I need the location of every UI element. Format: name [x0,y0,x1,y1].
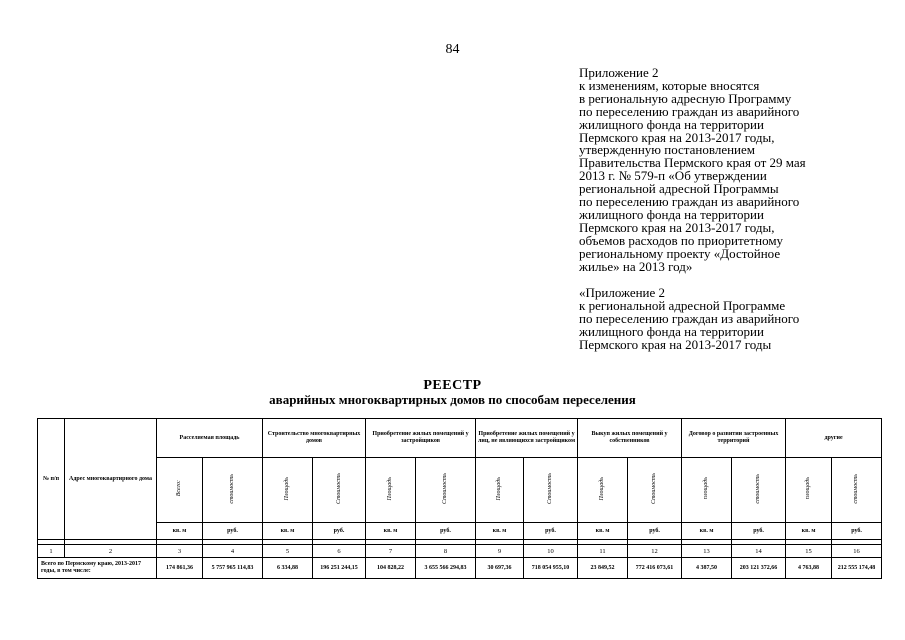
subheader-cell [786,458,832,523]
appendix-header-block [579,67,879,274]
column-number: 12 [628,545,682,558]
total-value: 772 416 073,61 [628,558,682,579]
subheader-cell [524,458,578,523]
subheader-cell [628,458,682,523]
registry-table [37,418,882,579]
subheader-cell [682,458,732,523]
subheader-cell [366,458,416,523]
column-number: 7 [366,545,416,558]
group-header: Приобретение жилых помещений у лиц, не являющихся застройщиком [476,419,578,458]
unit-cell: руб. [416,523,476,540]
group-header: Приобретение жилых помещений у застройщиков [366,419,476,458]
total-value: 203 121 372,66 [732,558,786,579]
column-number: 13 [682,545,732,558]
unit-cell: руб. [732,523,786,540]
appendix2-line: «Приложение 2 [579,285,666,300]
column-number: 14 [732,545,786,558]
total-value: 5 757 965 114,83 [203,558,263,579]
total-value: 212 555 174,48 [832,558,882,579]
group-header: Строительство многоквартирных домов [263,419,366,458]
column-number: 8 [416,545,476,558]
unit-cell: кв. м [786,523,832,540]
appendix-line: 2013 г. № 579-п «Об утверждении [579,168,767,184]
group-header: Договор о развитии застроенных территорий [682,419,786,458]
unit-cell: руб. [832,523,882,540]
subheader-cell [203,458,263,523]
total-value: 23 849,52 [578,558,628,579]
subheader-label: Площадь [284,476,290,501]
total-value: 4 387,50 [682,558,732,579]
subheader-cell [313,458,366,523]
column-number: 16 [832,545,882,558]
unit-cell: руб. [203,523,263,540]
subheader-label: площадь [703,477,710,500]
subheader-cell [157,458,203,523]
subheader-label: Стоимость [335,473,342,504]
group-header: другие [786,419,882,458]
appendix-line: Пермского края на 2013-2017 годы, [579,129,775,145]
subheader-cell [832,458,882,523]
column-number: 11 [578,545,628,558]
subheader-label: Всего: [176,480,182,497]
appendix-line: в региональную адресную Программу [579,90,792,106]
column-number: 6 [313,545,366,558]
table-subheader-row [38,458,882,523]
unit-cell: руб. [524,523,578,540]
unit-cell: кв. м [263,523,313,540]
subheader-cell [263,458,313,523]
total-value: 6 334,88 [263,558,313,579]
appendix-line: по переселению граждан из аварийного [579,103,800,119]
table-total-row [38,558,882,579]
total-value: 718 054 955,10 [524,558,578,579]
table-units-row [38,523,882,540]
appendix-line: Пермского края на 2013-2017 годы, [579,219,775,235]
total-label: Всего по Пермскому краю, 2013-2017 годы, в том числе: [38,558,157,579]
column-number: 9 [476,545,524,558]
unit-cell: руб. [313,523,366,540]
subheader-label: Стоимость [547,473,554,504]
appendix2-block [579,287,879,352]
appendix-line: утвержденную постановлением [579,142,756,158]
appendix-line: региональному проекту «Достойное [579,245,781,261]
group-header: Расселяемая площадь [157,419,263,458]
appendix-line: к изменениям, которые вносятся [579,77,760,93]
unit-cell: руб. [628,523,682,540]
appendix2-line: жилищного фонда на территории [579,323,764,339]
subheader-label: стоимость [229,473,235,504]
column-number: 10 [524,545,578,558]
column-number: 2 [65,545,157,558]
subheader-label: Стоимость [651,473,658,504]
subheader-cell [732,458,786,523]
appendix-line: жилье» на 2013 год» [579,258,693,274]
table-column-number-row [38,545,882,558]
document-title: РЕЕСТР [423,378,482,393]
appendix-line: объемов расходов по приоритетному [579,232,784,248]
unit-cell: кв. м [578,523,628,540]
subheader-cell [578,458,628,523]
total-value: 30 697,36 [476,558,524,579]
appendix-line: Правительства Пермского края от 29 мая [579,155,806,171]
group-header: Выкуп жилых помещений у собственников [578,419,682,458]
unit-cell: кв. м [476,523,524,540]
subheader-label: стоимость [755,473,762,504]
total-value: 4 763,88 [786,558,832,579]
document-subtitle: аварийных многоквартирных домов по способам переселения [269,392,636,407]
column-number: 3 [157,545,203,558]
total-value: 196 251 244,15 [313,558,366,579]
appendix-line: жилищного фонда на территории [579,206,764,222]
appendix-line: региональной адресной Программы [579,181,779,197]
subheader-cell [476,458,524,523]
appendix2-line: Пермского края на 2013-2017 годы [579,336,772,352]
appendix-line: жилищного фонда на территории [579,116,764,132]
unit-cell: кв. м [157,523,203,540]
subheader-label: Площадь [599,476,606,501]
total-value: 174 861,36 [157,558,203,579]
col-no-header: № п/п [38,419,65,540]
unit-cell: кв. м [366,523,416,540]
table-header-row [38,419,882,458]
subheader-cell [416,458,476,523]
subheader-label: площадь [805,477,812,500]
column-number: 15 [786,545,832,558]
appendix2-line: к региональной адресной Программе [579,297,786,313]
column-number: 4 [203,545,263,558]
total-value: 3 655 566 294,83 [416,558,476,579]
subheader-label: стоимость [853,473,860,504]
column-number: 1 [38,545,65,558]
appendix-line: Приложение 2 [579,65,659,80]
appendix2-line: по переселению граждан из аварийного [579,310,800,326]
column-number: 5 [263,545,313,558]
total-value: 104 828,22 [366,558,416,579]
subheader-label: Площадь [387,476,394,501]
unit-cell: кв. м [682,523,732,540]
appendix-line: по переселению граждан из аварийного [579,194,800,210]
subheader-label: Площадь [496,476,503,501]
page-number: 84 [445,42,460,57]
col-address-header: Адрес многоквартирного дома [65,419,157,540]
subheader-label: Стоимость [442,473,449,504]
